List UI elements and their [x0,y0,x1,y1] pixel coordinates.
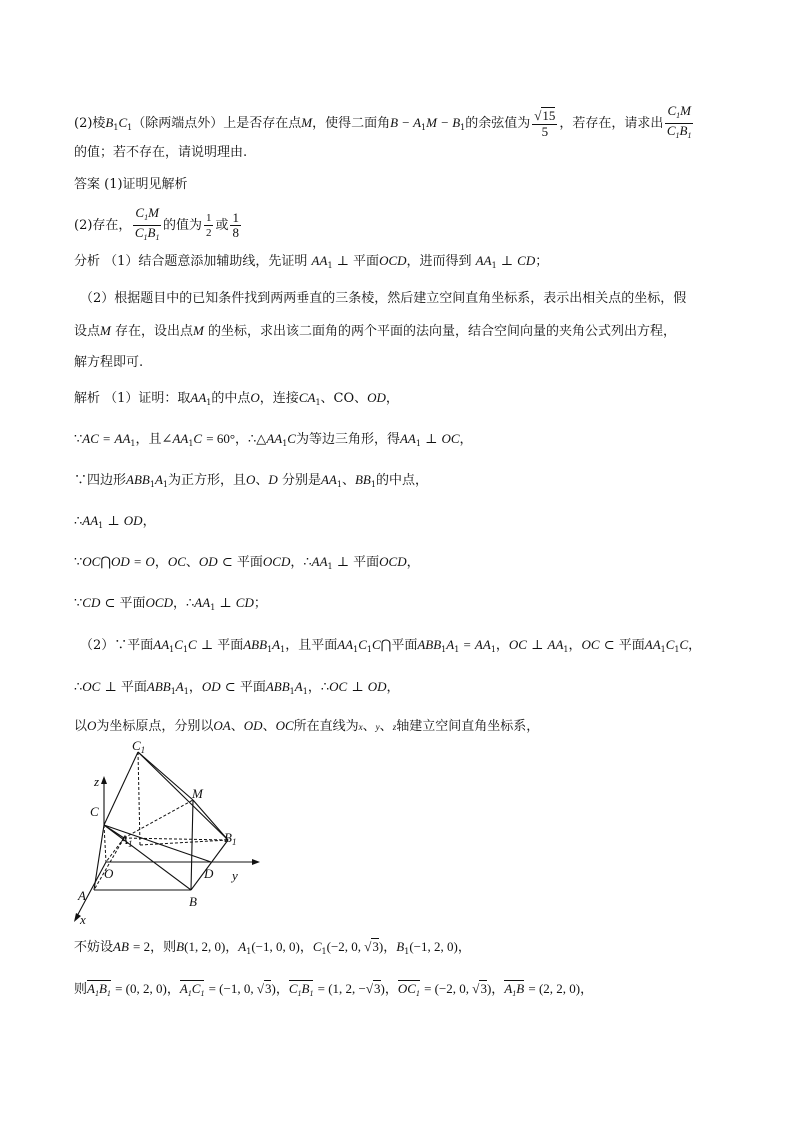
solution-line5: ∵OC⋂OD = O，OC、OD ⊂ 平面OCD，$\therefore AA_1$ ⊥ 平面OCD， [74,554,420,571]
analysis-line3: 设点M 存在，设出点M 的坐标，求出该二面角的两个平面的法向量，结合空间向量的夹角公式列出方程， [74,323,677,339]
label-c1: $C_1$ [132,740,146,755]
label-b: B [189,894,197,909]
solution-line9: 以O为坐标原点，分别以OA、OD、OC所在直线为x、y、z轴建立空间直角坐标系， [74,718,540,734]
analysis-line1: 分析 （1）结合题意添加辅助线，先证明 $AA_1$ ⊥ 平面OCD，进而得到 $AA_1$ ⊥ CD； [74,253,549,270]
solution-line2: ∵AC = $AA_1$，且$\angle AA_1C = 60^\circ$，$\therefore\triangle AA_1C$为等边三角形，得$AA_1$ ⊥ OC， [74,431,473,448]
answer-line2: (2)存在， $\frac{C_1M}{C_1B_1}$ 的值为 $\frac{1}{2}$ 或 $\frac{1}{8}$ [74,205,239,242]
label-a: A [78,888,86,903]
fraction-c1m-over-c1b1: $\frac{C_1M}{C_1B_1}$ [666,103,692,140]
coordinate-figure [66,740,266,930]
label-x: x [80,912,86,927]
label-d: D [204,866,214,881]
question-2-line1: (2)棱$B_1C_1$（除两端点外）上是否存在点M，使得二面角$B - A_1M - B_1$的余弦值为 $\frac{√15}{5}$ ，若存在，请求出 $\frac{C_1M}{C_1B_1}$ [74,104,695,143]
label-y: y [232,868,238,883]
label-a1: $A_1$ [120,832,133,849]
question-2-line2: 的值；若不存在，请说明理由. [74,145,248,160]
answer-line1: 答案 (1)证明见解析 [74,177,188,192]
solution-line10: 不妨设AB = 2，则B(1, 2, 0)，$A_1(-1$, 0, 0)，$C_1(-2$, 0, √3)，$B_1(-1$, 2, 0)， [74,939,471,956]
label-o: O [104,866,114,881]
label-c: C [90,804,99,819]
solution-line11: 则$A_1B_1 = (0$, 2, 0)，$A_1C_1 = (-1$, 0, √3)，$C_1B_1 = (1$, 2, −√3)，$OC_1 = (-2$, 0, √3)，$A_1B = (2$, 2, 0)， [74,981,594,998]
analysis-line2: （2）根据题目中的已知条件找到两两垂直的三条棱，然后建立空间直角坐标系，表示出相关点的坐标，假 [80,291,687,306]
solution-line4: $\therefore AA_1$ ⊥ OD， [74,513,156,530]
label-z: z [94,774,100,789]
label-m: M [192,786,203,801]
label-b1: $B_1$ [224,830,237,847]
solution-line6: ∵CD ⊂ 平面OCD，$\therefore AA_1$ ⊥ CD； [74,595,267,612]
solution-line7: （2）∵平面$AA_1C_1C$ ⊥ 平面$ABB_1A_1$，且平面$AA_1C_1C⋂$平面$ABB_1A_1 = AA_1$，OC ⊥ $AA_1$，OC ⊂ 平面$AA_1C_1C$， [80,637,702,654]
solution-line1: 解析 （1）证明：取$AA_1$的中点O，连接$CA_1$、CO、OD， [74,390,399,407]
solution-line3: ∵四边形$ABB_1A_1$为正方形，且O、D 分别是$AA_1$、$BB_1$的中点， [74,472,428,489]
analysis-line4: 解方程即可. [74,355,144,370]
solution-line8: ∴OC ⊥ 平面$ABB_1A_1$，OD ⊂ 平面$ABB_1A_1$，∴OC ⊥ OD， [74,679,400,696]
fraction-sqrt15-over-5: $\frac{√15}{5}$ [534,107,556,139]
